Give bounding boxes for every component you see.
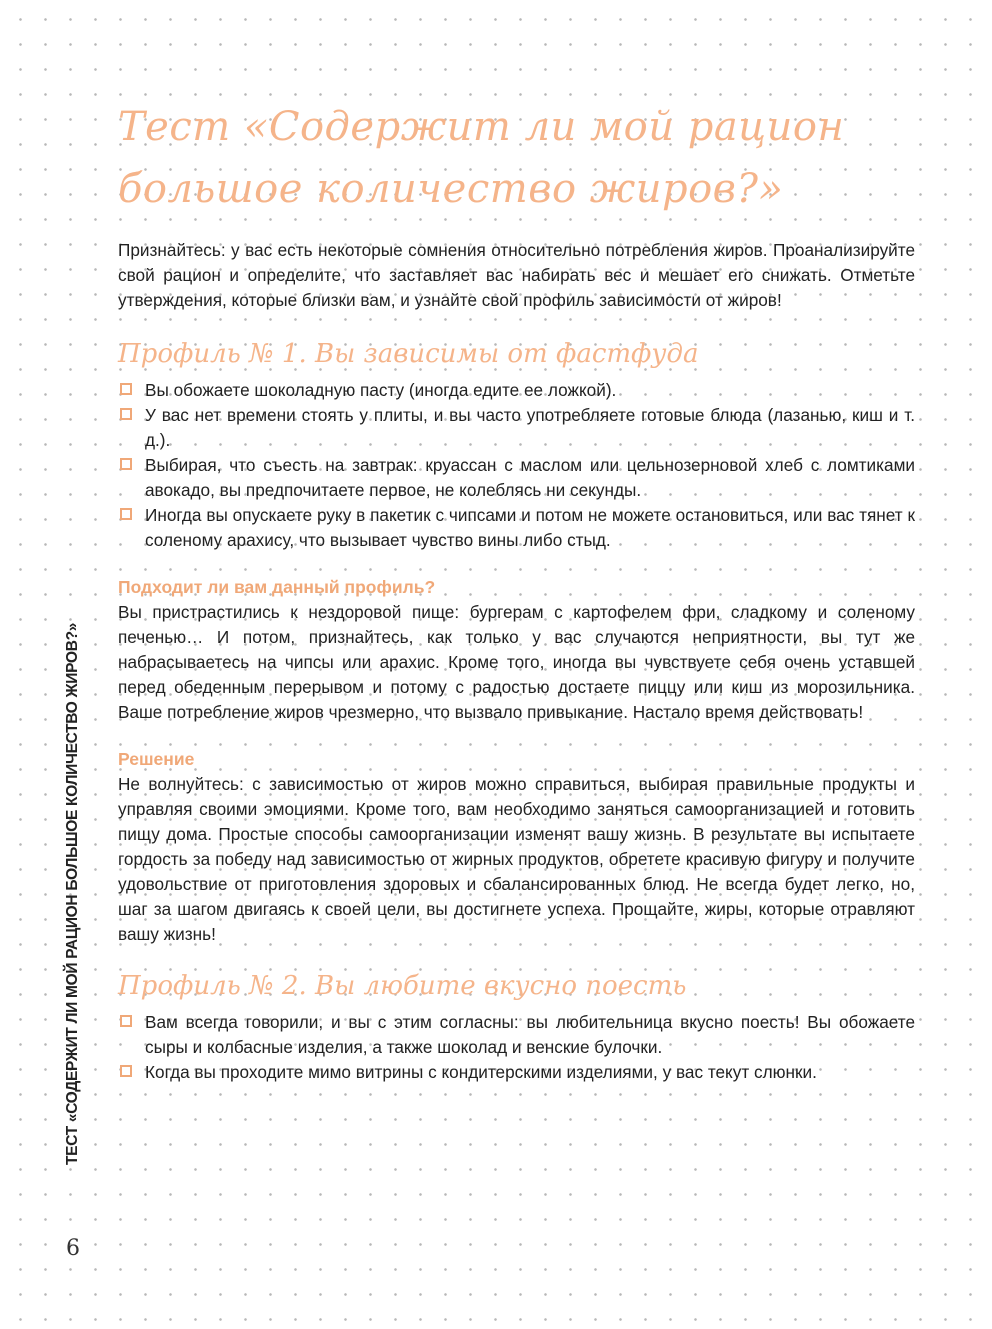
checklist-item[interactable] — [118, 403, 915, 453]
checkbox-icon[interactable] — [120, 383, 132, 395]
solution-heading: Решение — [118, 749, 195, 769]
checkbox-icon[interactable] — [120, 458, 132, 470]
profile-1-section — [118, 335, 915, 947]
profile-2-heading: Профиль № 2. Вы любите вкусно поесть — [118, 971, 687, 1001]
profile-2-checklist — [118, 1010, 915, 1085]
checklist-item[interactable] — [118, 1060, 915, 1085]
checkbox-icon[interactable] — [120, 1015, 132, 1027]
profile-2-section — [118, 967, 915, 1085]
checklist-item-text: Иногда вы опускаете руку в пакетик с чипсами и потом не можете остановиться, или вас тянет к соленому арахису, что вызывает чувство вины либо стыд. — [145, 505, 915, 550]
profile-1-checklist — [118, 378, 915, 553]
running-header: ТЕСТ «СОДЕРЖИТ ЛИ МОЙ РАЦИОН БОЛЬШОЕ КОЛИЧЕСТВО ЖИРОВ?» — [64, 622, 81, 1165]
checklist-item-text: У вас нет времени стоять у плиты, и вы часто употребляете готовые блюда (лазанью, киш и т. д.). — [145, 405, 915, 450]
checkbox-icon[interactable] — [120, 1065, 132, 1077]
intro-paragraph: Признайтесь: у вас есть некоторые сомнения относительно потребления жиров. Проанализируйте свой рацион и определите, что заставляет вас набирать вес и мешает его снижать. Отметьте утверждения, которые близки вам, и узнайте свой профиль зависимости от жиров! — [118, 240, 915, 310]
checkbox-icon[interactable] — [120, 408, 132, 420]
page-number: 6 — [66, 1236, 80, 1261]
checklist-item[interactable] — [118, 1010, 915, 1060]
profile-1-heading: Профиль № 1. Вы зависимы от фастфуда — [118, 339, 699, 369]
checklist-item-text: Вам всегда говорили, и вы с этим согласны: вы любительница вкусно поесть! Вы обожаете сыры и колбасные изделия, а также шоколад и венские булочки. — [145, 1012, 915, 1057]
checklist-item-text: Вы обожаете шоколадную пасту (иногда едите ее ложкой). — [145, 380, 617, 400]
page-content — [118, 96, 915, 1085]
checklist-item-text: Когда вы проходите мимо витрины с кондитерскими изделиями, у вас текут слюнки. — [145, 1062, 817, 1082]
checklist-item[interactable] — [118, 453, 915, 503]
checklist-item[interactable] — [118, 503, 915, 553]
checklist-item[interactable] — [118, 378, 915, 403]
checklist-item-text: Выбирая, что съесть на завтрак: круассан с маслом или цельнозерновой хлеб с ломтиками авокадо, вы предпочитаете первое, не колеблясь ни секунды. — [145, 455, 915, 500]
checkbox-icon[interactable] — [120, 508, 132, 520]
fit-heading: Подходит ли вам данный профиль? — [118, 577, 436, 597]
page-title: Тест «Содержит ли мой рацион большое количество жиров?» — [118, 104, 845, 212]
intro-block — [118, 238, 915, 313]
solution-paragraph: Не волнуйтесь: с зависимостью от жиров можно справиться, выбирая правильные продукты и управляя своими эмоциями. Кроме того, вам необходимо заняться самоорганизацией и готовить пищу дома. Простые способы самоорганизации изменят вашу жизнь. В результате вы испытаете гордость за победу над зависимостью от жирных продуктов, обретете красивую фигуру и получите удовольствие от приготовления здоровых и сбалансированных блюд. Не всегда будет легко, но, шаг за шагом двигаясь к своей цели, вы достигнете успеха. Прощайте, жиры, которые отравляют вашу жизнь! — [118, 774, 915, 944]
fit-paragraph: Вы пристрастились к нездоровой пище: бургерам с картофелем фри, сладкому и соленому печенью… И потом, признайтесь, как только у вас случаются неприятности, вы тут же набрасываетесь на чипсы или арахис. Кроме того, иногда вы чувствуете себя очень уставшей перед обеденным перерывом и потому с радостью достаете пиццу или киш из морозильника. Ваше потребление жиров чрезмерно, что вызвало привыкание. Настало время действовать! — [118, 602, 915, 722]
